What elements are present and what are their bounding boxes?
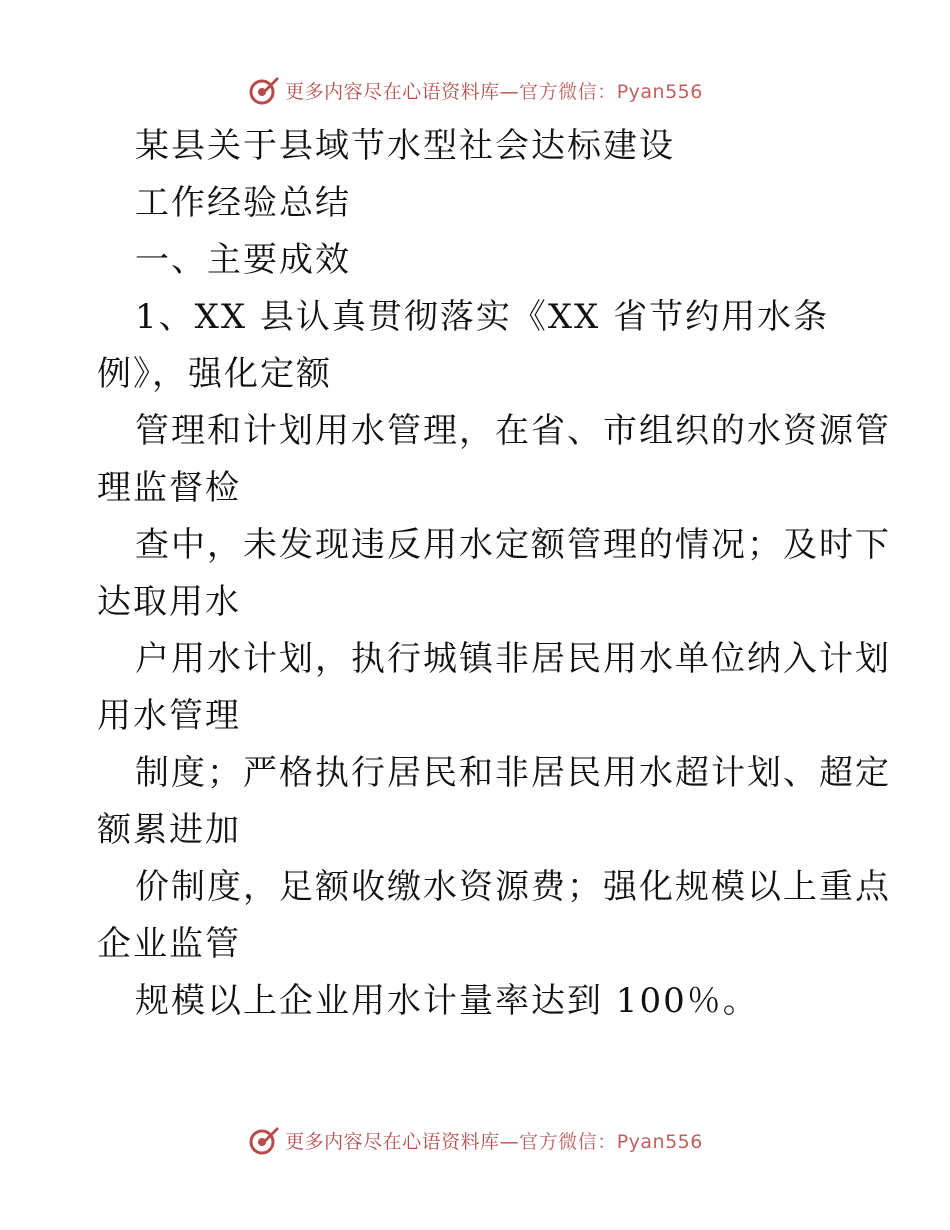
watermark-wechat-id: Pyan556 [616, 1130, 703, 1153]
doc-line: 1、XX 县认真贯彻落实《XX 省节约用水条 [135, 297, 830, 337]
watermark-wechat-label: 官方微信： [519, 1130, 617, 1153]
doc-line: 达取用水 [97, 582, 241, 622]
doc-line: 额累进加 [97, 810, 241, 850]
watermark-text: 更多内容尽在心语资料库 [285, 1130, 500, 1153]
pen-logo-icon [247, 73, 281, 107]
doc-line: 制度；严格执行居民和非居民用水超计划、超定 [135, 753, 891, 793]
doc-line: 一、主要成效 [135, 240, 351, 280]
watermark-text: 更多内容尽在心语资料库 [285, 80, 500, 103]
document-body [97, 118, 891, 1030]
pen-logo-icon [247, 1123, 281, 1157]
doc-line: 户用水计划，执行城镇非居民用水单位纳入计划 [135, 639, 891, 679]
doc-line: 企业监管 [97, 924, 241, 964]
watermark-wechat-label: 官方微信： [519, 80, 617, 103]
doc-line: 查中，未发现违反用水定额管理的情况；及时下 [135, 525, 891, 565]
watermark-dash: — [499, 80, 520, 103]
doc-line: 规模以上企业用水计量率达到 100％。 [135, 981, 759, 1021]
watermark-dash: — [499, 1130, 520, 1153]
doc-line: 用水管理 [97, 696, 241, 736]
doc-line: 某县关于县域节水型社会达标建设 [135, 126, 675, 166]
watermark-wechat-id: Pyan556 [616, 80, 703, 103]
doc-line: 价制度，足额收缴水资源费；强化规模以上重点 [135, 867, 891, 907]
doc-line: 管理和计划用水管理，在省、市组织的水资源管 [135, 411, 891, 451]
footer-watermark [0, 1120, 950, 1160]
doc-line: 理监督检 [97, 468, 241, 508]
header-watermark [0, 70, 950, 110]
doc-line: 例》，强化定额 [97, 354, 332, 394]
doc-line: 工作经验总结 [135, 183, 351, 223]
